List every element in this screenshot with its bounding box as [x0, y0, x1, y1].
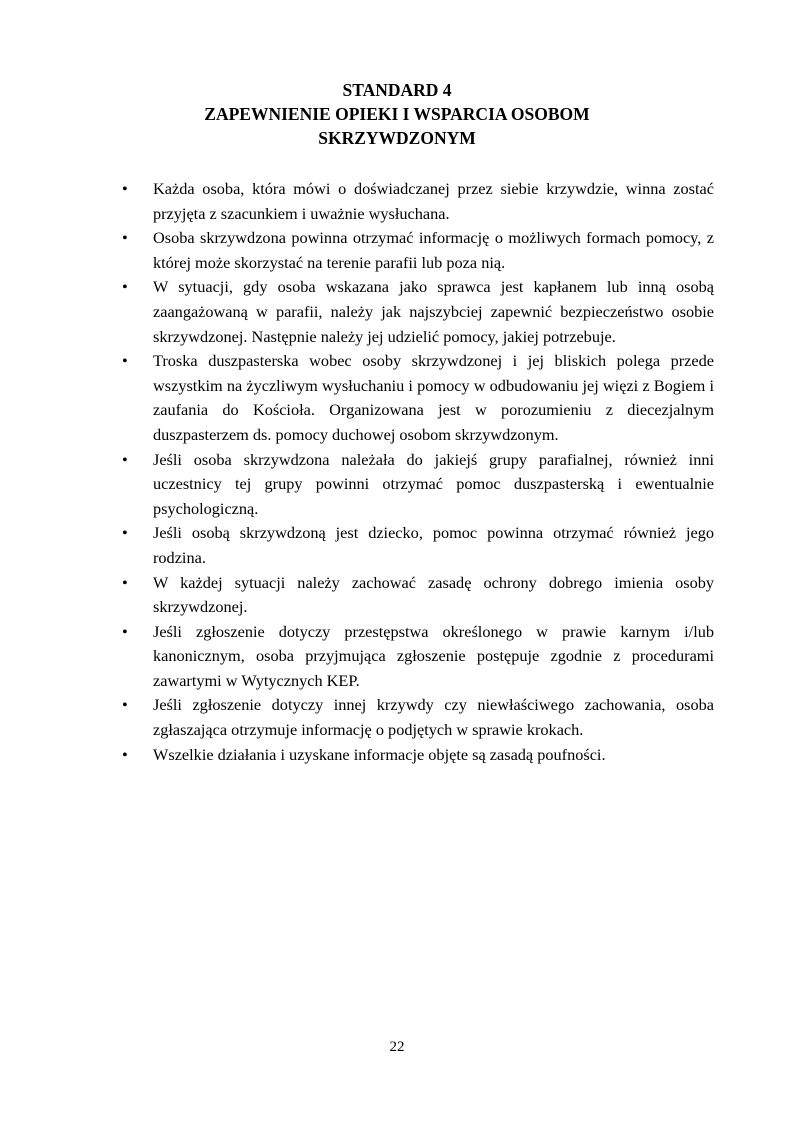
bullet-icon: •	[122, 228, 128, 248]
bullet-icon: •	[122, 449, 128, 469]
heading-line-2: ZAPEWNIENIE OPIEKI I WSPARCIA OSOBOM	[204, 104, 590, 124]
bullet-icon: •	[122, 572, 128, 592]
list-item-text: Wszelkie działania i uzyskane informacje objęte są zasadą poufności.	[153, 744, 606, 764]
list-item	[122, 177, 714, 226]
list-item	[122, 571, 714, 620]
bullet-icon: •	[122, 523, 128, 543]
bullet-list	[122, 177, 714, 767]
bullet-icon: •	[122, 744, 128, 764]
heading-line-3: SKRZYWDZONYM	[318, 128, 476, 148]
list-item	[122, 743, 714, 768]
list-item-text: Troska duszpasterska wobec osoby skrzywdzonej i jej bliskich polega przede wszystkim na życzliwym wysłuchaniu i pomocy w odbudowaniu jej więzi z Bogiem i zaufania do Kościoła. Organizowana jest w porozumieniu z diecezjalnym duszpasterzem ds. pomocy duchowej osobom skrzywdzonym.	[153, 351, 714, 444]
list-item-text: W sytuacji, gdy osoba wskazana jako sprawca jest kapłanem lub inną osobą zaangażowaną w parafii, należy jak najszybciej zapewnić bezpieczeństwo osobie skrzywdzonej. Następnie należy jej udzielić pomocy, jakiej potrzebuje.	[153, 277, 714, 346]
bullet-icon: •	[122, 277, 128, 297]
list-item	[122, 521, 714, 570]
list-item	[122, 349, 714, 447]
list-item-text: W każdej sytuacji należy zachować zasadę ochrony dobrego imienia osoby skrzywdzonej.	[153, 572, 714, 617]
list-item	[122, 275, 714, 349]
list-item	[122, 226, 714, 275]
page-number: 22	[389, 1039, 405, 1055]
standard-heading	[0, 78, 794, 150]
bullet-icon: •	[122, 695, 128, 715]
list-item	[122, 620, 714, 694]
heading-line-1: STANDARD 4	[342, 80, 452, 100]
list-item-text: Jeśli zgłoszenie dotyczy przestępstwa określonego w prawie karnym i/lub kanonicznym, osoba przyjmująca zgłoszenie postępuje zgodnie z procedurami zawartymi w Wytycznych KEP.	[153, 621, 714, 690]
list-item-text: Osoba skrzywdzona powinna otrzymać informację o możliwych formach pomocy, z której może skorzystać na terenie parafii lub poza nią.	[153, 228, 714, 272]
list-item	[122, 693, 714, 742]
list-item-text: Jeśli osobą skrzywdzoną jest dziecko, pomoc powinna otrzymać również jego rodzina.	[153, 523, 714, 567]
list-item-text: Jeśli osoba skrzywdzona należała do jakiejś grupy parafialnej, również inni uczestnicy tej grupy powinni otrzymać pomoc duszpasterską i ewentualnie psychologiczną.	[153, 449, 714, 518]
bullet-icon: •	[122, 351, 128, 371]
bullet-icon: •	[122, 179, 128, 198]
list-item-text: Jeśli zgłoszenie dotyczy innej krzywdy czy niewłaściwego zachowania, osoba zgłaszająca otrzymuje informację o podjętych w sprawie krokach.	[153, 695, 714, 740]
list-item-text: Każda osoba, która mówi o doświadczanej przez siebie krzywdzie, winna zostać przyjęta z szacunkiem i uważnie wysłuchana.	[153, 179, 714, 223]
bullet-icon: •	[122, 621, 128, 641]
list-item	[122, 448, 714, 522]
